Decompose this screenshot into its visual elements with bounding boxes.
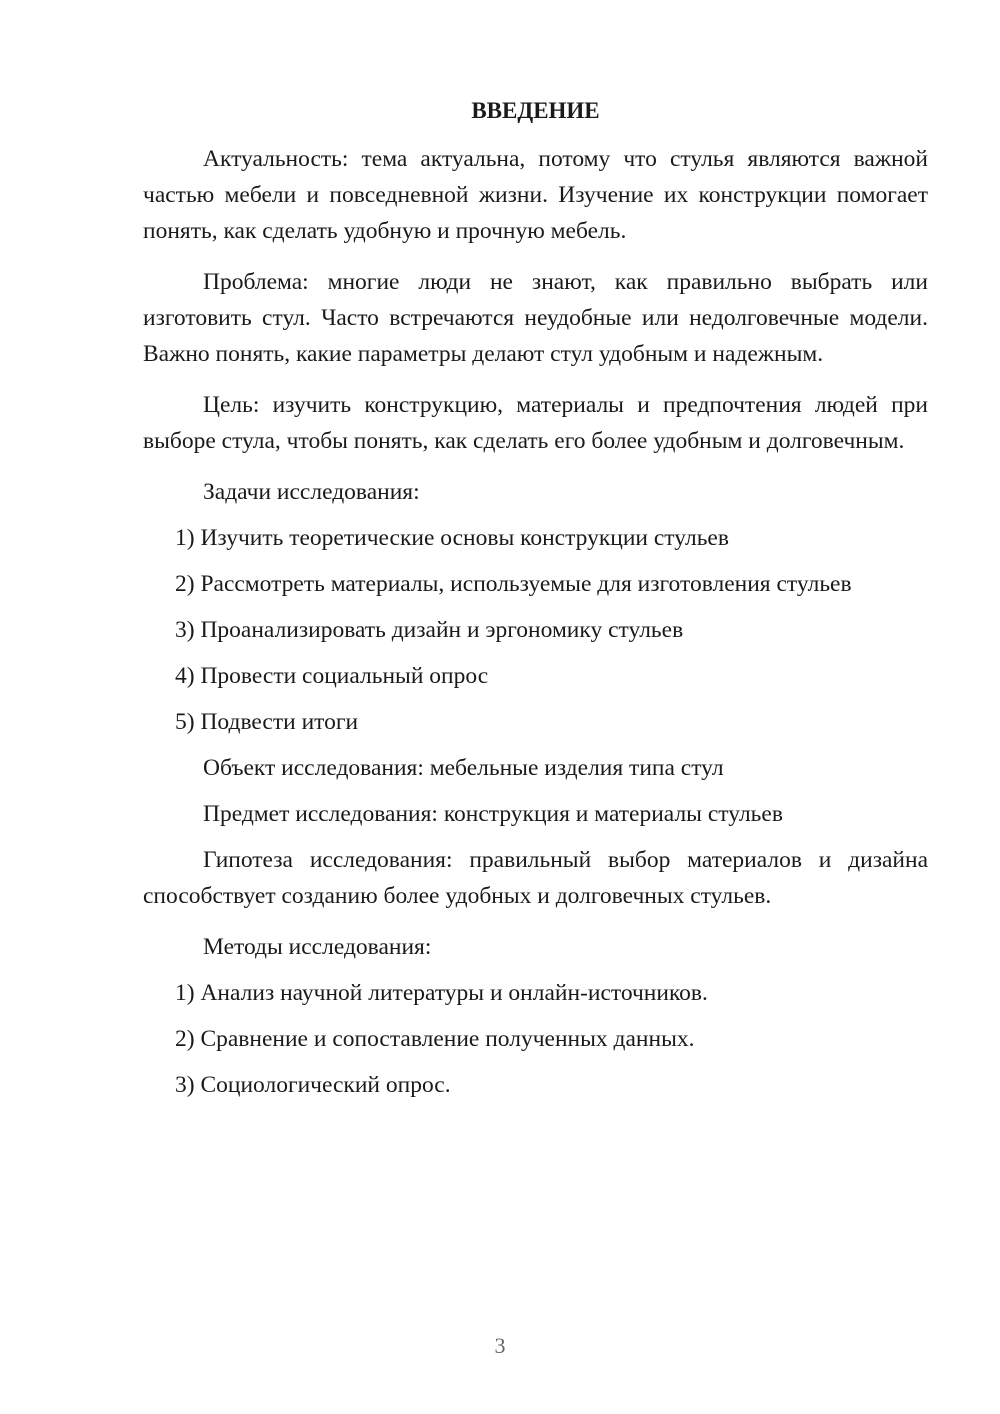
task-item: 2) Рассмотреть материалы, используемые для изготовления стульев: [175, 571, 852, 597]
subject-paragraph: Предмет исследования: конструкция и материалы стульев: [203, 801, 783, 827]
tasks-list: [143, 520, 928, 740]
page-content: [143, 95, 928, 1113]
problem-paragraph: Проблема: многие люди не знают, как правильно выбрать или изготовить стул. Часто встречаются неудобные или недолговечные модели. Важно понять, какие параметры делают стул удобным и надежным.: [143, 269, 928, 367]
method-item: 2) Сравнение и сопоставление полученных данных.: [175, 1026, 695, 1052]
task-item: 1) Изучить теоретические основы конструкции стульев: [175, 525, 729, 551]
page-number: 3: [494, 1333, 506, 1358]
method-item: 1) Анализ научной литературы и онлайн-источников.: [175, 980, 708, 1006]
hypothesis-paragraph: Гипотеза исследования: правильный выбор материалов и дизайна способствует созданию более удобных и долговечных стульев.: [143, 847, 928, 909]
method-item: 3) Социологический опрос.: [175, 1072, 451, 1098]
relevance-paragraph: Актуальность: тема актуальна, потому что стулья являются важной частью мебели и повседневной жизни. Изучение их конструкции помогает понять, как сделать удобную и прочную мебель.: [143, 146, 928, 244]
methods-list: [143, 975, 928, 1103]
object-paragraph: Объект исследования: мебельные изделия типа стул: [203, 755, 724, 781]
tasks-label: Задачи исследования:: [203, 479, 420, 505]
task-item: 4) Провести социальный опрос: [175, 663, 489, 689]
task-item: 3) Проанализировать дизайн и эргономику стульев: [175, 617, 684, 643]
goal-paragraph: Цель: изучить конструкцию, материалы и предпочтения людей при выборе стула, чтобы понять, как сделать его более удобным и долговечным.: [143, 392, 928, 454]
task-item: 5) Подвести итоги: [175, 709, 359, 735]
methods-label: Методы исследования:: [203, 934, 432, 960]
page-title: ВВЕДЕНИЕ: [471, 98, 600, 123]
